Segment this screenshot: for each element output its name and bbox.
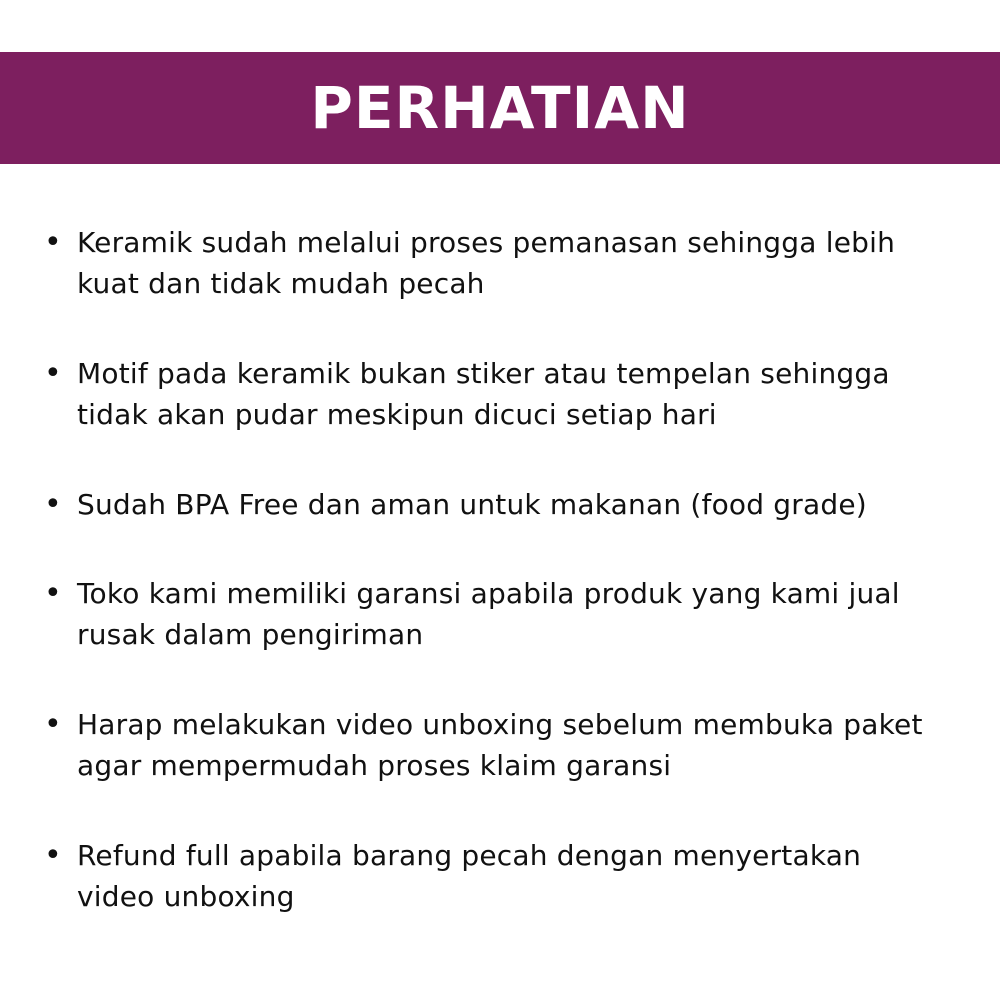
notice-text: Sudah BPA Free dan aman untuk makanan (food grade) <box>77 488 867 521</box>
bullet-icon: • <box>44 487 62 522</box>
notice-item <box>40 222 970 304</box>
notice-text: Harap melakukan video unboxing sebelum membuka paket agar mempermudah proses klaim garansi <box>77 708 923 782</box>
notice-item <box>40 353 970 435</box>
page-title: PERHATIAN <box>310 74 690 142</box>
notice-item <box>40 835 970 917</box>
notice-item <box>40 573 970 655</box>
notice-text: Motif pada keramik bukan stiker atau tempelan sehingga tidak akan pudar meskipun dicuci setiap hari <box>77 357 890 431</box>
notice-text: Toko kami memiliki garansi apabila produk yang kami jual rusak dalam pengiriman <box>77 577 900 651</box>
bullet-icon: • <box>44 225 62 260</box>
bullet-icon: • <box>44 356 62 391</box>
bullet-icon: • <box>44 576 62 611</box>
bullet-icon: • <box>44 838 62 873</box>
notice-text: Refund full apabila barang pecah dengan menyertakan video unboxing <box>77 839 862 913</box>
notice-item <box>40 484 970 525</box>
bullet-icon: • <box>44 707 62 742</box>
notice-text: Keramik sudah melalui proses pemanasan sehingga lebih kuat dan tidak mudah pecah <box>77 226 896 300</box>
notice-item <box>40 704 970 786</box>
